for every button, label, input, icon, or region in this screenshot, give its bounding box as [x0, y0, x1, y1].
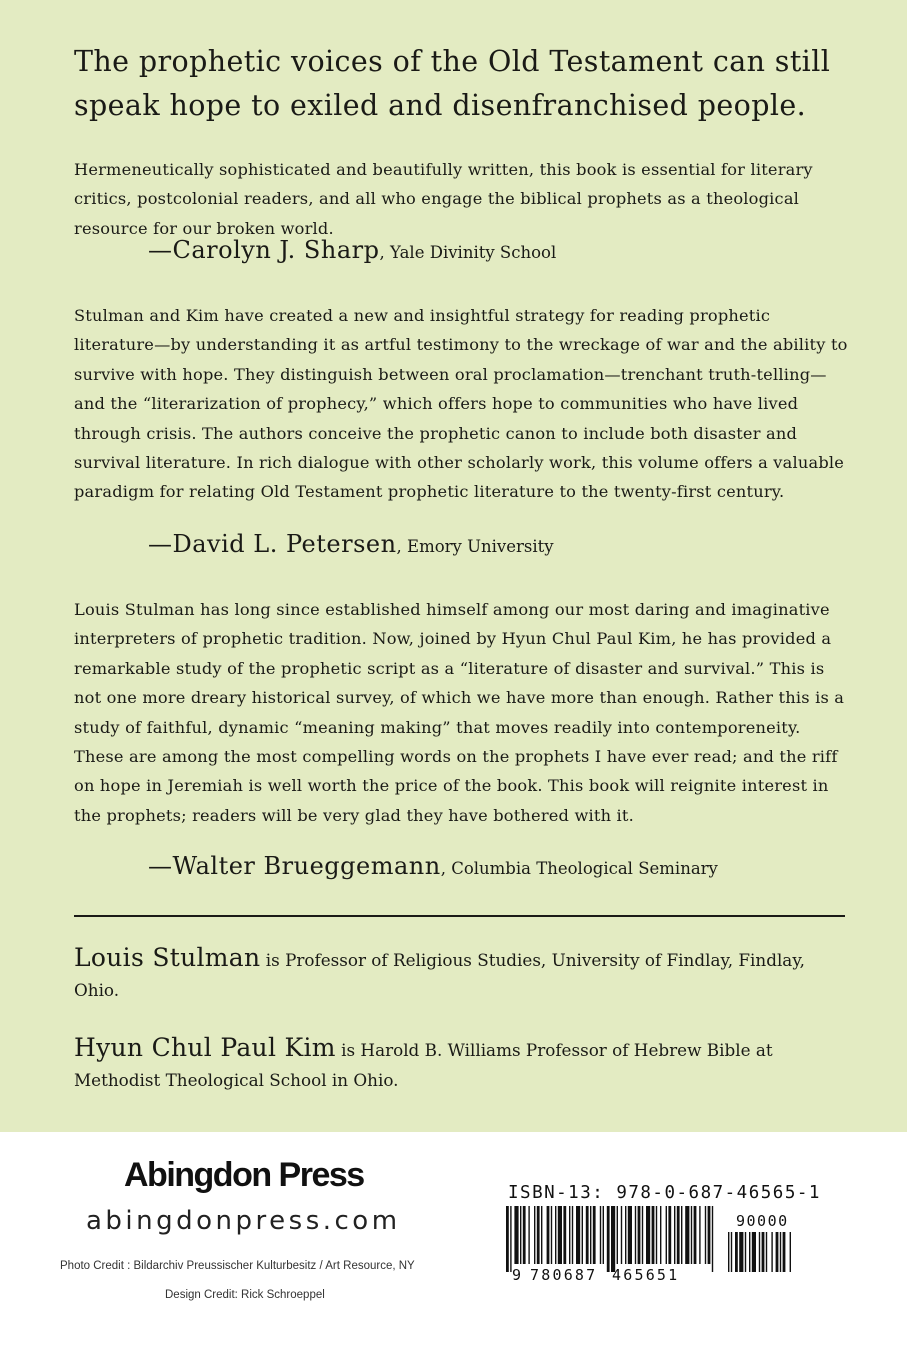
barcode-bar [607, 1206, 610, 1272]
headline: The prophetic voices of the Old Testament can still speak hope to exiled and disenfranchised people. [74, 45, 831, 122]
barcode-bar [617, 1206, 618, 1264]
barcode-bar [666, 1206, 667, 1264]
barcode-lead-digit: 9 [512, 1266, 524, 1284]
barcode-bar [699, 1206, 700, 1264]
barcode-bar [712, 1206, 713, 1272]
barcode-bar [563, 1206, 566, 1264]
barcode-bar [656, 1206, 657, 1264]
barcode-bar [628, 1206, 632, 1264]
barcode-bar [708, 1206, 711, 1264]
barcode-bar [520, 1206, 521, 1264]
publisher-url[interactable]: abingdonpress.com [86, 1206, 401, 1236]
barcode-bar [586, 1206, 589, 1264]
barcode-bar [569, 1206, 570, 1264]
endorsement-text: Hermeneutically sophisticated and beautifully written, this book is essential for literary critics, postcolonial readers, and all who engage the biblical prophets as a theological resource for our broken world. [74, 160, 813, 238]
endorser-name: —David L. Petersen [148, 530, 397, 558]
endorsement-text: Stulman and Kim have created a new and insightful strategy for reading prophetic literature—by understanding it as artful testimony to the wreckage of war and the ability to survive with hope. They distinguish between oral proclamation—trenchant truth-telling—and the “literarization of prophecy,” which offers hope to communities who have lived through crisis. The authors conceive the prophetic canon to include both disaster and survival literature. In rich dialogue with other scholarly work, this volume offers a valuable paradigm for relating Old Testament prophetic literature to the twenty-first century. [74, 306, 848, 502]
endorsement-attribution [148, 236, 556, 264]
barcode-bar [547, 1206, 550, 1264]
barcode-bar [705, 1206, 706, 1264]
barcode-bar [555, 1206, 556, 1264]
barcode-bar [534, 1206, 535, 1264]
author-name: Hyun Chul Paul Kim [74, 1033, 336, 1062]
author-bio-text: is Harold B. Williams Professor of Hebrew Bible at Methodist Theological School in Ohio. [74, 1040, 773, 1090]
endorsement-attribution [148, 530, 554, 558]
author-bio-text: is Professor of Religious Studies, University of Findlay, Findlay, Ohio. [74, 950, 805, 1000]
barcode-bar [677, 1206, 680, 1264]
barcode-bar [528, 1206, 529, 1264]
barcode-addon-bar [776, 1232, 779, 1272]
divider [74, 915, 845, 917]
barcode-bar [576, 1206, 580, 1264]
barcode-bar [541, 1206, 542, 1264]
barcode-bar [506, 1206, 509, 1272]
barcode-addon-bar [749, 1232, 750, 1272]
barcode-addon-bar [739, 1232, 743, 1272]
barcode-addon-bar [735, 1232, 738, 1272]
barcode-bar [600, 1206, 601, 1264]
barcode-bar [646, 1206, 650, 1264]
barcode-bar [635, 1206, 636, 1264]
barcode-bar [523, 1206, 526, 1264]
barcode-addon-bar [780, 1232, 781, 1272]
barcode-addon-bar [745, 1232, 746, 1272]
barcode-bar [558, 1206, 562, 1264]
barcode-bar [590, 1206, 591, 1264]
barcode-bar [652, 1206, 655, 1264]
barcode-addon-bar [783, 1232, 786, 1272]
publisher-logo: Abingdon Press [124, 1156, 364, 1194]
design-credit: Design Credit: Rick Schroeppel [165, 1289, 325, 1301]
barcode-addon-bar [752, 1232, 756, 1272]
barcode-bar [537, 1206, 540, 1264]
barcode-bar [685, 1206, 689, 1264]
barcode-bar [510, 1206, 511, 1272]
photo-credit: Photo Credit : Bildarchiv Preussischer Kulturbesitz / Art Resource, NY [60, 1260, 415, 1272]
barcode-bar [668, 1206, 671, 1264]
barcode-bar [582, 1206, 583, 1264]
barcode-addon-bar [790, 1232, 791, 1272]
barcode-bar [642, 1206, 643, 1264]
barcode-digit-group: 465651 [612, 1266, 680, 1284]
endorser-affiliation: , Columbia Theological Seminary [440, 859, 718, 878]
barcode-addon-bar [766, 1232, 767, 1272]
author-bio [74, 1033, 854, 1095]
barcode-addon-bar [759, 1232, 760, 1272]
barcode-bar [551, 1206, 552, 1264]
barcode-bar [611, 1206, 615, 1272]
endorsement-text: Louis Stulman has long since established himself among our most daring and imaginative interpreters of prophetic tradition. Now, joined by Hyun Chul Paul Kim, he has provided a remarkable study of the prophetic script as a “literature of disaster and survival.” This is not one more dreary historical survey, of which we have more than enough. Rather this is a study of faithful, dynamic “meaning making” that moves readily into contemporeneity. These are among the most compelling words on the prophets I have ever read; and the riff on hope in Jeremiah is well worth the price of the book. This book will reignite interest in the prophets; readers will be very glad they have bothered with it. [74, 600, 845, 825]
barcode-bar [593, 1206, 596, 1264]
barcode-addon-bar [762, 1232, 765, 1272]
barcode-bar [691, 1206, 692, 1264]
barcode-bar [625, 1206, 626, 1264]
endorser-name: —Walter Brueggemann [148, 852, 441, 880]
barcode-bar [660, 1206, 661, 1264]
author-name: Louis Stulman [74, 943, 261, 972]
endorser-affiliation: , Yale Divinity School [379, 243, 557, 262]
barcode-addon-bar [771, 1232, 772, 1272]
endorser-affiliation: , Emory University [396, 537, 554, 556]
endorser-name: —Carolyn J. Sharp [148, 236, 380, 264]
barcode-bar [514, 1206, 518, 1264]
isbn-label: ISBN-13: 978-0-687-46565-1 [508, 1183, 821, 1203]
author-bio [74, 943, 854, 1005]
price-code: 90000 [736, 1212, 789, 1230]
barcode-bar [603, 1206, 604, 1264]
barcode-addon-bar [731, 1232, 732, 1272]
barcode-bar [572, 1206, 573, 1264]
barcode-digit-group: 780687 [530, 1266, 598, 1284]
barcode-bar [681, 1206, 682, 1264]
barcode-bar [694, 1206, 697, 1264]
barcode-addon-bar [728, 1232, 729, 1272]
endorsement-attribution [148, 852, 718, 880]
publisher-footer [0, 1132, 907, 1360]
barcode-bar [638, 1206, 641, 1264]
barcode-bar [674, 1206, 675, 1264]
barcode-bar [621, 1206, 622, 1264]
